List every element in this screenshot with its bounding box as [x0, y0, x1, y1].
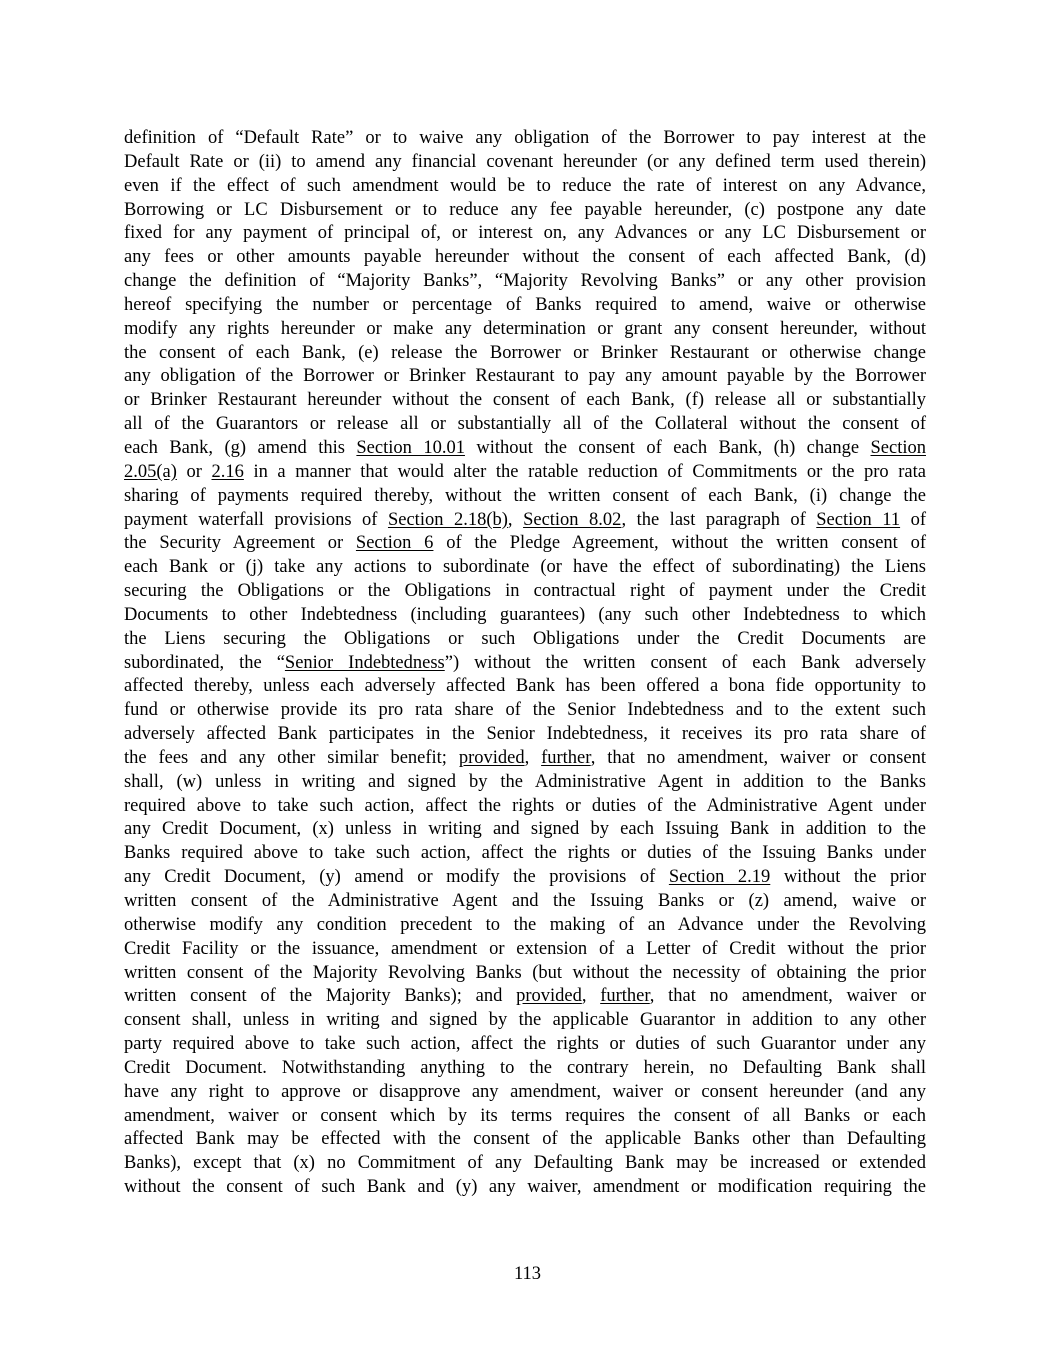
- text-line: [124, 1128, 926, 1152]
- text-run: the consent of each Bank, (e) release the Borrower or Brinker Restaurant or otherwise change: [124, 342, 926, 363]
- text-line: [124, 795, 926, 819]
- text-run: without the prior: [770, 867, 926, 888]
- text-run: securing the Obligations or the Obligations in contractual right of payment under the Credit: [124, 581, 926, 602]
- text-line: [124, 866, 926, 890]
- text-line: [124, 1152, 926, 1176]
- text-line: [124, 771, 926, 795]
- text-line: [124, 1033, 926, 1057]
- text-line: [124, 413, 926, 437]
- text-run: the fees and any other similar benefit;: [124, 747, 459, 768]
- text-run: written consent of the Majority Revolving Banks (but without the necessity of obtaining the prior: [124, 962, 926, 983]
- text-run: even if the effect of such amendment would be to reduce the rate of interest on any Advance,: [124, 175, 926, 196]
- text-run: or: [176, 461, 212, 482]
- text-line: [124, 509, 926, 533]
- text-run: Credit Facility or the issuance, amendment or extension of a Letter of Credit without the prior: [124, 938, 926, 959]
- text-run: modify any rights hereunder or make any determination or grant any consent hereunder, without: [124, 318, 926, 339]
- text-run: adversely affected Bank participates in the Senior Indebtedness, it receives its pro rata share of: [124, 724, 926, 745]
- text-run: of the Pledge Agreement, without the written consent of: [433, 533, 926, 554]
- text-run: affected thereby, unless each adversely affected Bank has been offered a bona fide opportunity to: [124, 676, 926, 697]
- text-run: payment waterfall provisions of: [124, 509, 388, 530]
- text-run: of: [900, 509, 926, 530]
- text-line: [124, 818, 926, 842]
- text-run: , that no amendment, waiver or: [649, 986, 926, 1007]
- text-run: ,: [581, 986, 601, 1007]
- text-line: [124, 437, 926, 461]
- cross-reference: further: [541, 747, 591, 768]
- text-line: [124, 532, 926, 556]
- text-run: shall, (w) unless in writing and signed by the Administrative Agent in addition to the Banks: [124, 771, 926, 792]
- text-run: in a manner that would alter the ratable reduction of Commitments or the pro rata: [243, 461, 926, 482]
- text-run: or Brinker Restaurant hereunder without the consent of each Bank, (f) release all or substantially: [124, 390, 926, 411]
- text-line: [124, 485, 926, 509]
- text-run: ,: [507, 509, 524, 530]
- cross-reference: further: [600, 986, 650, 1007]
- text-line: [124, 175, 926, 199]
- text-line: [124, 1009, 926, 1033]
- text-line: [124, 461, 926, 485]
- text-run: written consent of the Administrative Agent and the Issuing Banks or (z) amend, waive or: [124, 891, 926, 911]
- text-run: required above to take such action, affect the rights or duties of the Administrative Agent under: [124, 795, 926, 816]
- text-line: [124, 580, 926, 604]
- text-run: subordinated, the “: [124, 652, 285, 673]
- text-run: Documents to other Indebtedness (including guarantees) (any such other Indebtedness to which: [124, 604, 926, 625]
- text-run: all of the Guarantors or release all or substantially all of the Collateral without the consent of: [124, 414, 926, 435]
- text-run: sharing of payments required thereby, without the written consent of each Bank, (i) change the: [124, 485, 926, 506]
- text-run: Banks required above to take such action, affect the rights or duties of the Issuing Banks under: [124, 843, 926, 864]
- text-run: each Bank, (g) amend this: [124, 437, 357, 458]
- text-line: [124, 890, 926, 914]
- text-line: [124, 389, 926, 413]
- cross-reference: Senior Indebtedness: [284, 652, 445, 673]
- text-line: [124, 914, 926, 938]
- text-run: , that no amendment, waiver or consent: [590, 747, 926, 768]
- text-line: [124, 270, 926, 294]
- text-run: any obligation of the Borrower or Brinker Restaurant to pay any amount payable by the Borrower: [124, 366, 926, 387]
- text-run: the Liens securing the Obligations or such Obligations under the Credit Documents are: [124, 628, 926, 649]
- cross-reference: 2.05(a): [124, 461, 177, 482]
- text-line: [124, 985, 926, 1009]
- text-run: Default Rate or (ii) to amend any financial covenant hereunder (or any defined term used therein): [124, 151, 926, 172]
- text-line: [124, 842, 926, 866]
- text-line: [124, 1081, 926, 1105]
- text-run: fixed for any payment of principal of, or interest on, any Advances or any LC Disbursement or: [124, 223, 926, 244]
- text-line: [124, 246, 926, 270]
- cross-reference: Section 2.19: [668, 867, 771, 888]
- text-run: each Bank or (j) take any actions to subordinate (or have the effect of subordinating) the Liens: [124, 557, 926, 578]
- text-run: change the definition of “Majority Banks”, “Majority Revolving Banks” or any other provision: [124, 271, 926, 292]
- text-run: hereof specifying the number or percentage of Banks required to amend, waive or otherwise: [124, 294, 926, 315]
- page-number: 113: [513, 1264, 542, 1284]
- text-line: [124, 723, 926, 747]
- text-line: [124, 1057, 926, 1081]
- text-line: [124, 222, 926, 246]
- text-line: [124, 604, 926, 628]
- text-run: any Credit Document, (y) amend or modify the provisions of: [124, 867, 669, 888]
- text-run: written consent of the Majority Banks); and: [124, 986, 517, 1007]
- text-run: otherwise modify any condition precedent to the making of an Advance under the Revolving: [124, 914, 926, 935]
- text-line: [124, 699, 926, 723]
- text-run: any Credit Document, (x) unless in writing and signed by each Issuing Bank in addition to the: [124, 819, 926, 840]
- cross-reference: Section: [870, 437, 926, 458]
- text-run: Banks), except that (x) no Commitment of any Defaulting Bank may be increased or extended: [124, 1153, 926, 1174]
- text-run: fund or otherwise provide its pro rata share of the Senior Indebtedness and to the extent such: [124, 700, 926, 721]
- text-run: definition of “Default Rate” or to waive any obligation of the Borrower to pay interest at the: [124, 128, 926, 148]
- text-line: [124, 318, 926, 342]
- text-run: Borrowing or LC Disbursement or to reduce any fee payable hereunder, (c) postpone any date: [124, 199, 926, 220]
- cross-reference: provided: [458, 747, 525, 768]
- text-line: [124, 652, 926, 676]
- text-run: the Security Agreement or: [124, 533, 356, 554]
- document-body: [124, 127, 926, 1200]
- text-line: [124, 747, 926, 771]
- text-run: consent shall, unless in writing and signed by the applicable Guarantor in addition to any other: [124, 1010, 926, 1031]
- text-run: affected Bank may be effected with the consent of the applicable Banks other than Defaulting: [124, 1129, 926, 1150]
- cross-reference: 2.16: [211, 461, 244, 482]
- text-line: [124, 294, 926, 318]
- text-line: [124, 127, 926, 151]
- text-run: , the last paragraph of: [621, 509, 817, 530]
- cross-reference: Section 11: [816, 509, 901, 530]
- text-run: have any right to approve or disapprove any amendment, waiver or consent hereunder (and any: [124, 1081, 926, 1102]
- text-line: [124, 962, 926, 986]
- text-line: [124, 151, 926, 175]
- text-run: amendment, waiver or consent which by its terms requires the consent of all Banks or each: [124, 1105, 926, 1126]
- text-line: [124, 1176, 926, 1200]
- text-run: ,: [524, 747, 542, 768]
- cross-reference: Section 6: [355, 533, 434, 554]
- text-run: party required above to take such action, affect the rights or duties of such Guarantor under any: [124, 1034, 926, 1055]
- text-line: [124, 675, 926, 699]
- text-line: [124, 199, 926, 223]
- text-run: Credit Document. Notwithstanding anything to the contrary herein, no Defaulting Bank shall: [124, 1057, 926, 1078]
- text-line: [124, 342, 926, 366]
- cross-reference: Section 8.02: [523, 509, 622, 530]
- text-line: [124, 1105, 926, 1129]
- text-run: any fees or other amounts payable hereunder without the consent of each affected Bank, (d): [124, 247, 926, 268]
- text-line: [124, 365, 926, 389]
- text-run: without the consent of such Bank and (y) any waiver, amendment or modification requiring the: [124, 1177, 926, 1198]
- text-run: without the consent of each Bank, (h) change: [464, 437, 871, 458]
- text-line: [124, 556, 926, 580]
- text-line: [124, 938, 926, 962]
- cross-reference: provided: [516, 986, 582, 1007]
- cross-reference: Section 10.01: [356, 437, 465, 458]
- text-run: ”) without the written consent of each Bank adversely: [444, 652, 926, 673]
- cross-reference: Section 2.18(b): [387, 509, 508, 530]
- text-line: [124, 628, 926, 652]
